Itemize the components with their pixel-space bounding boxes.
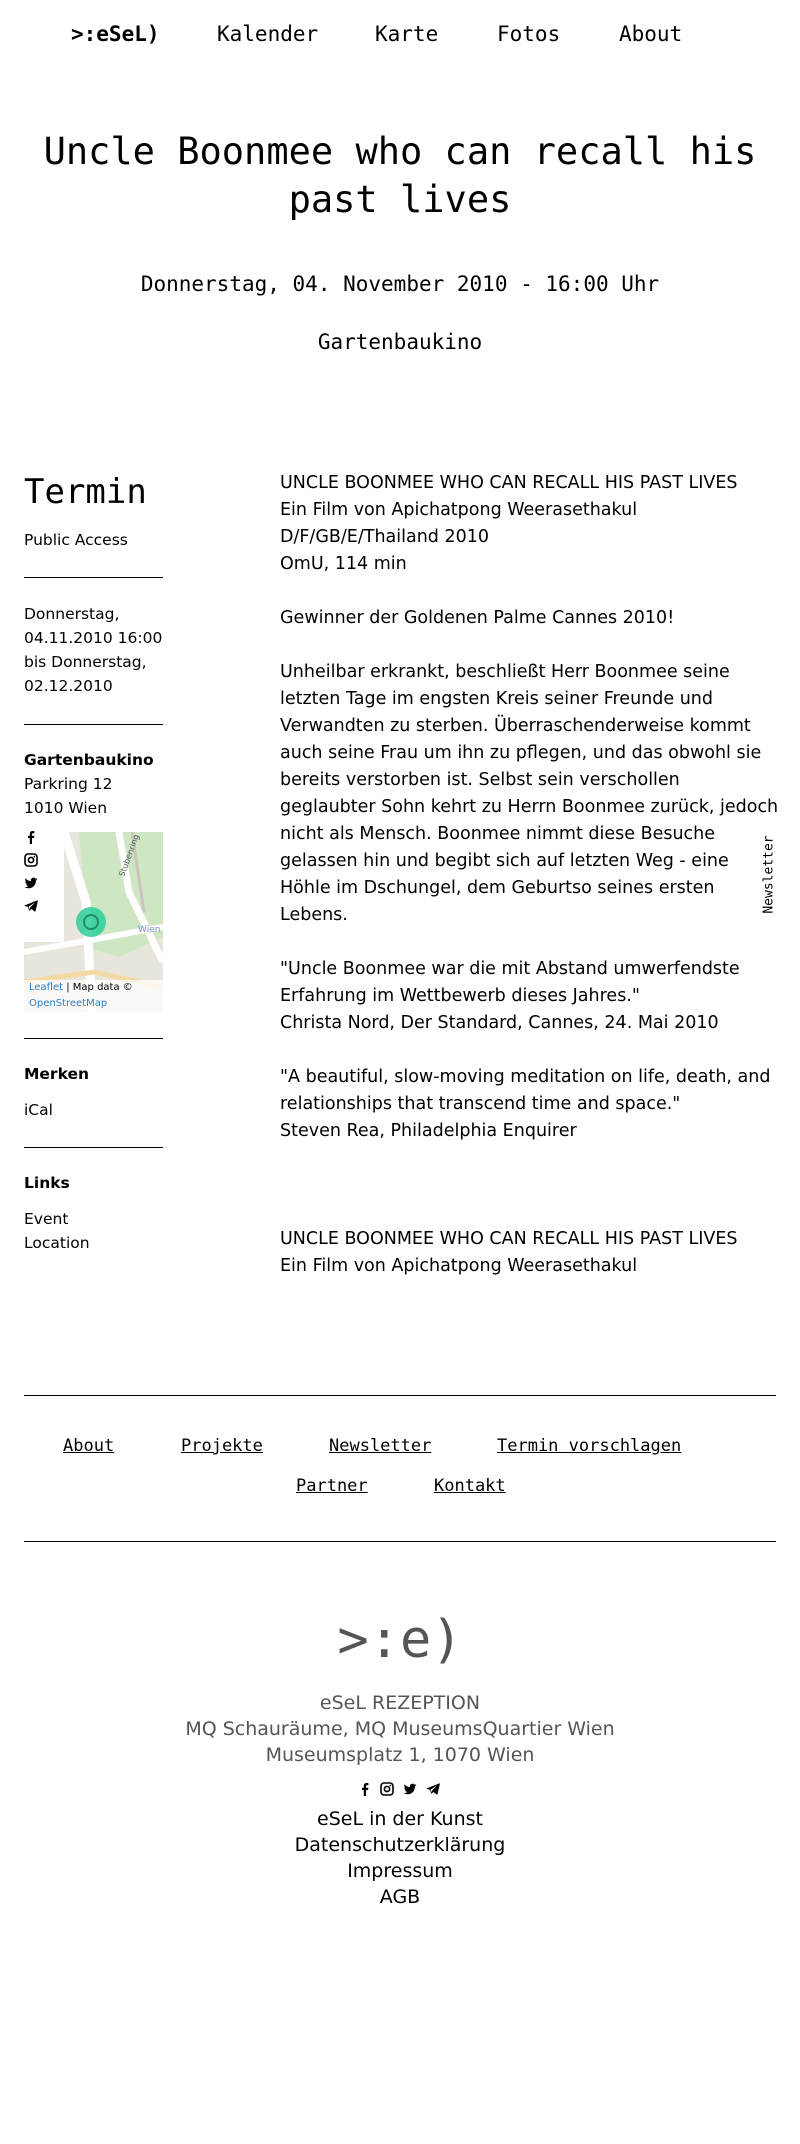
instagram-icon[interactable]: [24, 853, 38, 867]
map-data-text: | Map data ©: [66, 982, 133, 993]
divider: [24, 577, 163, 578]
event-venue: Gartenbaukino: [317, 330, 483, 354]
nav-about[interactable]: About: [619, 22, 683, 46]
nav-fotos[interactable]: Fotos: [497, 22, 561, 46]
footer-link-datenschutz[interactable]: Datenschutzerklärung: [294, 1834, 506, 1856]
footer-legal-links: [0, 1806, 800, 1910]
share-icons: [24, 830, 40, 922]
location-map[interactable]: [24, 832, 163, 1012]
footer-address: [0, 1690, 800, 1768]
address-line: Parkring 12: [24, 775, 113, 793]
map-attribution: [24, 980, 163, 1012]
quote-source: Steven Rea, Philadelphia Enquirer: [280, 1121, 577, 1141]
access-label: Public Access: [24, 531, 128, 549]
film-info: [280, 470, 780, 578]
twitter-icon[interactable]: [24, 876, 38, 890]
merken-heading: Merken: [24, 1065, 90, 1083]
film-title-caps: UNCLE BOONMEE WHO CAN RECALL HIS PAST LIVES: [280, 1229, 738, 1249]
address-line: 1010 Wien: [24, 799, 108, 817]
footer-logo[interactable]: >:e): [337, 1610, 463, 1670]
telegram-icon[interactable]: [24, 899, 38, 913]
instagram-icon[interactable]: [380, 1782, 394, 1801]
ical-link[interactable]: iCal: [24, 1101, 53, 1119]
links-heading: Links: [24, 1174, 70, 1192]
footer-link-kontakt[interactable]: Kontakt: [434, 1476, 506, 1496]
event-dates: [24, 602, 164, 698]
nav-kalender[interactable]: Kalender: [217, 22, 319, 46]
address-line: eSeL REZEPTION: [319, 1692, 481, 1714]
newsletter-tab-label: Newsletter: [761, 835, 777, 914]
footer-link-projekte[interactable]: Projekte: [181, 1436, 263, 1456]
newsletter-side-tab[interactable]: [760, 835, 780, 915]
date-line: Donnerstag,: [24, 605, 120, 623]
quote-text: "Uncle Boonmee war die mit Abstand umwerfendste Erfahrung im Wettbewerb dieses Jahres.": [280, 959, 740, 1006]
footer-link-about[interactable]: About: [63, 1436, 115, 1456]
facebook-icon[interactable]: [24, 830, 38, 844]
date-line: bis Donnerstag,: [24, 653, 147, 671]
divider: [24, 1147, 163, 1148]
footer-divider: [24, 1395, 776, 1396]
twitter-icon[interactable]: [403, 1782, 417, 1801]
osm-link[interactable]: OpenStreetMap: [29, 998, 108, 1009]
leaflet-link[interactable]: Leaflet: [29, 982, 64, 993]
synopsis: Unheilbar erkrankt, beschließt Herr Boonmee seine letzten Tage im engsten Kreis seiner Freunde und Verwandten zu sterben. Überraschenderweise kommt auch seine Frau um ihn zu pflegen, und das obwohl sie bereits verstorben ist. Selbst sein verschollen geglaubter Sohn kehrt zu Herrn Boonmee zurück, jedoch nicht als Mensch. Boonmee nimmt diese Besuche gelassen hin und begibt sich auf letzten Weg - eine Höhle im Dschungel, dem Geburtso seines ersten Lebens.: [280, 662, 779, 925]
top-nav: [0, 22, 800, 52]
map-street-label: Stubenring: [117, 833, 141, 878]
film-info-repeat: [280, 1226, 780, 1280]
divider: [24, 724, 163, 725]
site-logo[interactable]: >:eSeL): [71, 22, 160, 46]
quote-1: [280, 956, 780, 1037]
footer-link-partner[interactable]: Partner: [296, 1476, 368, 1496]
telegram-icon[interactable]: [426, 1782, 440, 1801]
address-line: Museumsplatz 1, 1070 Wien: [265, 1744, 535, 1766]
quote-source: Christa Nord, Der Standard, Cannes, 24. Mai 2010: [280, 1013, 719, 1033]
footer-link-newsletter[interactable]: Newsletter: [329, 1436, 432, 1456]
quote-text: "A beautiful, slow-moving meditation on life, death, and relationships that transcend time and space.": [280, 1067, 771, 1114]
venue-name[interactable]: Gartenbaukino: [24, 751, 154, 769]
footer-social-icons: [358, 1782, 448, 1798]
footer-link-agb[interactable]: AGB: [379, 1886, 421, 1908]
award-text: Gewinner der Goldenen Palme Cannes 2010!: [280, 608, 675, 628]
event-link[interactable]: Event: [24, 1210, 69, 1228]
address-line: MQ Schauräume, MQ MuseumsQuartier Wien: [185, 1718, 615, 1740]
nav-karte[interactable]: Karte: [375, 22, 439, 46]
film-director: Ein Film von Apichatpong Weerasethakul: [280, 1256, 638, 1276]
date-line: 04.11.2010 16:00: [24, 629, 163, 647]
film-countries: D/F/GB/E/Thailand 2010: [280, 527, 490, 547]
footer-divider: [24, 1541, 776, 1542]
map-marker[interactable]: [76, 907, 106, 937]
quote-2: [280, 1064, 780, 1145]
location-link[interactable]: Location: [24, 1234, 90, 1252]
facebook-icon[interactable]: [358, 1782, 372, 1801]
film-director: Ein Film von Apichatpong Weerasethakul: [280, 500, 638, 520]
event-datetime: Donnerstag, 04. November 2010 - 16:00 Uhr: [140, 272, 660, 296]
event-title: Uncle Boonmee who can recall his past lives: [43, 130, 757, 221]
map-district-label: Wien: [138, 925, 161, 935]
date-line: 02.12.2010: [24, 677, 113, 695]
footer-link-termin-vorschlagen[interactable]: Termin vorschlagen: [497, 1436, 682, 1456]
film-title-caps: UNCLE BOONMEE WHO CAN RECALL HIS PAST LIVES: [280, 473, 738, 493]
footer-link-kunst[interactable]: eSeL in der Kunst: [317, 1808, 483, 1830]
event-description: [280, 470, 780, 1280]
venue-block: [24, 748, 164, 820]
footer-link-impressum[interactable]: Impressum: [347, 1860, 453, 1882]
sidebar-heading: Termin: [24, 472, 147, 512]
film-runtime: OmU, 114 min: [280, 554, 407, 574]
divider: [24, 1038, 163, 1039]
